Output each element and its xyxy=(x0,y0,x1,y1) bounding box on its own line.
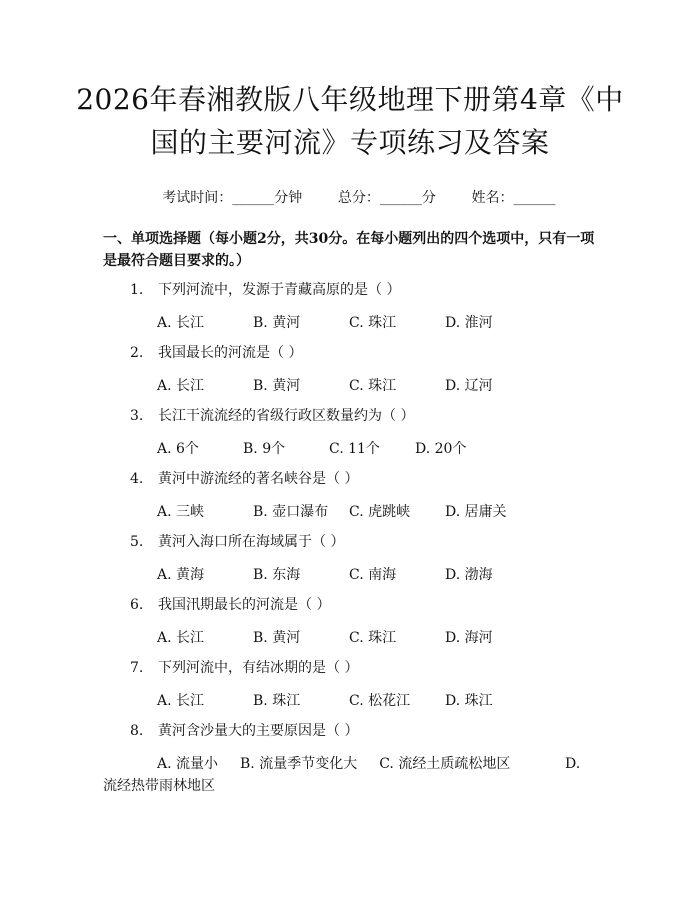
option-d: D. 20个 xyxy=(415,441,467,457)
question-number: 2. xyxy=(130,345,144,361)
question-number: 7. xyxy=(130,660,144,676)
question-item xyxy=(103,721,613,794)
question-text: 我国最长的河流是（ ） xyxy=(158,345,303,361)
question-item xyxy=(103,532,613,595)
option-a: A. 黄海 xyxy=(157,567,205,583)
question-number: 4. xyxy=(130,471,144,487)
question-text: 下列河流中，有结冰期的是（ ） xyxy=(158,660,359,676)
option-list xyxy=(157,754,607,774)
option-d: D. 辽河 xyxy=(445,378,493,394)
option-b: B. 黄河 xyxy=(253,315,301,331)
option-c: C. 虎跳峡 xyxy=(349,504,411,520)
option-c: C. 珠江 xyxy=(349,378,397,394)
option-d: D. 渤海 xyxy=(445,567,493,583)
option-a: A. 6个 xyxy=(157,441,199,457)
section-heading: 一、单项选择题（每小题2分，共30分。在每小题列出的四个选项中，只有一项是最符合题目要求的。） xyxy=(103,231,595,269)
option-d: D. 珠江 xyxy=(445,693,493,709)
option-a: A. 长江 xyxy=(157,378,205,394)
option-list xyxy=(157,628,541,648)
option-a: A. 长江 xyxy=(157,315,205,331)
option-d: D. 居庸关 xyxy=(445,504,507,520)
question-item xyxy=(103,406,613,469)
option-d: D. 淮河 xyxy=(445,315,493,331)
option-d-continued: 流经热带雨林地区 xyxy=(103,778,215,794)
question-item xyxy=(103,469,613,532)
option-c: C. 珠江 xyxy=(349,630,397,646)
option-c: C. 松花江 xyxy=(349,693,411,709)
option-c: C. 珠江 xyxy=(349,315,397,331)
option-a: A. 长江 xyxy=(157,630,205,646)
option-c: C. 流经土质疏松地区 xyxy=(379,756,511,772)
option-b: B. 流量季节变化大 xyxy=(240,756,358,772)
option-b: B. 黄河 xyxy=(253,630,301,646)
exam-meta xyxy=(0,168,700,228)
question-item xyxy=(103,343,613,406)
question-item xyxy=(103,595,613,658)
option-b: B. 东海 xyxy=(253,567,301,583)
question-text: 黄河含沙量大的主要原因是（ ） xyxy=(158,723,359,739)
question-number: 6. xyxy=(130,597,144,613)
option-b: B. 珠江 xyxy=(253,693,301,709)
option-list xyxy=(157,502,541,522)
option-b: B. 壶口瀑布 xyxy=(253,504,329,520)
option-list xyxy=(157,376,541,396)
option-list xyxy=(157,691,541,711)
option-list xyxy=(157,439,501,459)
exam-time-label: 考试时间：______分钟 xyxy=(162,190,303,206)
option-a: A. 长江 xyxy=(157,693,205,709)
option-b: B. 9个 xyxy=(243,441,286,457)
option-list xyxy=(157,313,541,333)
question-item xyxy=(103,658,613,721)
option-a: A. 流量小 xyxy=(157,756,219,772)
question-text: 下列河流中，发源于青藏高原的是（ ） xyxy=(158,282,401,298)
option-d: D. 海河 xyxy=(445,630,493,646)
option-d: D. xyxy=(565,756,581,772)
question-text: 长江干流流经的省级行政区数量约为（ ） xyxy=(158,408,415,424)
question-list xyxy=(103,280,613,794)
document-title: 2026年春湘教版八年级地理下册第4章《中国的主要河流》专项练习及答案 xyxy=(76,83,624,159)
question-number: 5. xyxy=(130,534,144,550)
question-number: 8. xyxy=(130,723,144,739)
option-c: C. 11个 xyxy=(329,441,380,457)
question-item xyxy=(103,280,613,343)
option-b: B. 黄河 xyxy=(253,378,301,394)
question-number: 3. xyxy=(130,408,144,424)
total-score-label: 总分：______分 xyxy=(337,190,436,206)
student-name-label: 姓名：______ xyxy=(471,190,556,206)
option-c: C. 南海 xyxy=(349,567,397,583)
option-list xyxy=(157,565,541,585)
question-text: 我国汛期最长的河流是（ ） xyxy=(158,597,331,613)
question-text: 黄河中游流经的著名峡谷是（ ） xyxy=(158,471,359,487)
question-text: 黄河入海口所在海域属于（ ） xyxy=(158,534,345,550)
option-a: A. 三峡 xyxy=(157,504,205,520)
question-number: 1. xyxy=(130,282,144,298)
